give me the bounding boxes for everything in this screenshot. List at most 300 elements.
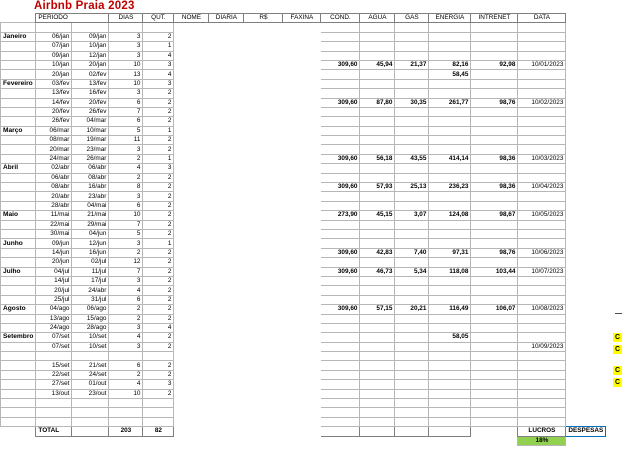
gas-cell[interactable] [395,89,429,98]
internet-cell[interactable]: 92,98 [471,60,518,69]
gas-cell[interactable]: 3,07 [395,211,429,220]
totals-guests[interactable]: 82 [143,427,174,436]
cond-cell[interactable]: 309,60 [321,60,360,69]
rs-cell[interactable] [244,79,283,88]
totals-blank[interactable] [244,427,283,436]
agua-cell[interactable] [360,399,395,408]
internet-cell[interactable] [471,389,518,398]
name-cell[interactable] [174,107,209,116]
cond-cell[interactable] [321,107,360,116]
name-cell[interactable] [174,295,209,304]
gas-cell[interactable] [395,342,429,351]
data-cell[interactable]: 10/05/2023 [518,211,566,220]
data-cell[interactable] [518,380,566,389]
gas-cell[interactable] [395,408,429,417]
period-start-cell[interactable] [36,417,72,426]
energia-cell[interactable] [429,42,471,51]
guests-cell[interactable]: 2 [143,32,174,41]
daily-rate-cell[interactable] [209,117,244,126]
agua-cell[interactable] [360,258,395,267]
agua-cell[interactable]: 87,80 [360,98,395,107]
period-start-cell[interactable]: 08/mar [36,136,72,145]
name-cell[interactable] [174,117,209,126]
guests-cell[interactable]: 3 [143,164,174,173]
data-cell[interactable] [518,239,566,248]
energia-cell[interactable]: 261,77 [429,98,471,107]
period-end-cell[interactable]: 02/jul [72,258,109,267]
data-cell[interactable] [518,314,566,323]
rs-cell[interactable] [244,295,283,304]
cond-cell[interactable]: 309,60 [321,154,360,163]
name-cell[interactable] [174,361,209,370]
internet-cell[interactable] [471,42,518,51]
rs-cell[interactable] [244,164,283,173]
period-end-cell[interactable]: 08/abr [72,173,109,182]
header-periodo[interactable]: PERIODO [36,14,109,23]
agua-cell[interactable]: 57,15 [360,305,395,314]
period-start-cell[interactable] [36,408,72,417]
daily-rate-cell[interactable] [209,220,244,229]
totals-expense-empty[interactable] [321,427,360,436]
internet-cell[interactable] [471,107,518,116]
name-cell[interactable] [174,220,209,229]
guests-cell[interactable]: 3 [143,79,174,88]
daily-rate-cell[interactable] [209,333,244,342]
cleaning-cell[interactable] [283,51,321,60]
internet-cell[interactable] [471,286,518,295]
rs-cell[interactable] [244,314,283,323]
name-cell[interactable] [174,380,209,389]
period-start-cell[interactable]: 14/fev [36,98,72,107]
guests-cell[interactable]: 2 [143,89,174,98]
internet-cell[interactable]: 98,76 [471,248,518,257]
data-cell[interactable] [518,201,566,210]
cleaning-cell[interactable] [283,89,321,98]
period-end-cell[interactable]: 19/mar [72,136,109,145]
rs-cell[interactable] [244,389,283,398]
cond-cell[interactable] [321,342,360,351]
period-end-cell[interactable]: 26/mar [72,154,109,163]
rs-cell[interactable] [244,32,283,41]
cond-cell[interactable] [321,136,360,145]
guests-cell[interactable]: 2 [143,220,174,229]
period-end-cell[interactable]: 20/jan [72,60,109,69]
period-end-cell[interactable]: 02/fev [72,70,109,79]
days-cell[interactable]: 10 [109,389,143,398]
daily-rate-cell[interactable] [209,79,244,88]
rs-cell[interactable] [244,98,283,107]
rs-cell[interactable] [244,399,283,408]
period-start-cell[interactable]: 28/abr [36,201,72,210]
rs-cell[interactable] [244,248,283,257]
cleaning-cell[interactable] [283,211,321,220]
energia-cell[interactable] [429,408,471,417]
days-cell[interactable]: 3 [109,145,143,154]
agua-cell[interactable] [360,352,395,361]
data-cell[interactable] [518,399,566,408]
name-cell[interactable] [174,333,209,342]
name-cell[interactable] [174,60,209,69]
gas-cell[interactable] [395,220,429,229]
name-cell[interactable] [174,70,209,79]
gas-cell[interactable] [395,70,429,79]
name-cell[interactable] [174,258,209,267]
daily-rate-cell[interactable] [209,51,244,60]
agua-cell[interactable] [360,417,395,426]
header-diaria[interactable]: DIARIA [209,14,244,23]
cond-cell[interactable] [321,295,360,304]
name-cell[interactable] [174,192,209,201]
despesas-percent[interactable]: 18% [518,436,566,445]
badge-c[interactable]: C [614,334,621,341]
gas-cell[interactable] [395,399,429,408]
daily-rate-cell[interactable] [209,370,244,379]
period-start-cell[interactable]: 04/ago [36,305,72,314]
name-cell[interactable] [174,145,209,154]
guests-cell[interactable]: 1 [143,126,174,135]
gas-cell[interactable] [395,352,429,361]
name-cell[interactable] [174,154,209,163]
data-cell[interactable] [518,389,566,398]
energia-cell[interactable] [429,314,471,323]
energia-cell[interactable]: 124,08 [429,211,471,220]
agua-cell[interactable] [360,32,395,41]
data-cell[interactable]: 10/04/2023 [518,183,566,192]
name-cell[interactable] [174,389,209,398]
guests-cell[interactable]: 2 [143,295,174,304]
guests-cell[interactable]: 2 [143,183,174,192]
cond-cell[interactable] [321,380,360,389]
daily-rate-cell[interactable] [209,267,244,276]
period-end-cell[interactable]: 04/mai [72,201,109,210]
agua-cell[interactable] [360,239,395,248]
rs-cell[interactable] [244,352,283,361]
days-cell[interactable]: 10 [109,211,143,220]
cleaning-cell[interactable] [283,342,321,351]
name-cell[interactable] [174,305,209,314]
daily-rate-cell[interactable] [209,183,244,192]
days-cell[interactable] [109,399,143,408]
totals-blank[interactable] [174,427,209,436]
totals-empty[interactable] [72,427,109,436]
energia-cell[interactable] [429,389,471,398]
cleaning-cell[interactable] [283,408,321,417]
gas-cell[interactable] [395,286,429,295]
days-cell[interactable]: 10 [109,79,143,88]
agua-cell[interactable] [360,89,395,98]
days-cell[interactable]: 3 [109,42,143,51]
internet-cell[interactable]: 98,36 [471,183,518,192]
totals-label[interactable]: TOTAL [36,427,72,436]
energia-cell[interactable]: 82,16 [429,60,471,69]
daily-rate-cell[interactable] [209,352,244,361]
cleaning-cell[interactable] [283,399,321,408]
gas-cell[interactable]: 5,34 [395,267,429,276]
period-end-cell[interactable]: 23/abr [72,192,109,201]
period-start-cell[interactable]: 22/set [36,370,72,379]
agua-cell[interactable] [360,380,395,389]
agua-cell[interactable] [360,342,395,351]
internet-cell[interactable] [471,173,518,182]
period-end-cell[interactable]: 31/jul [72,295,109,304]
guests-cell[interactable]: 4 [143,51,174,60]
agua-cell[interactable]: 45,94 [360,60,395,69]
period-start-cell[interactable]: 14/jun [36,248,72,257]
cond-cell[interactable] [321,23,360,32]
period-start-cell[interactable]: 20/jun [36,258,72,267]
guests-cell[interactable]: 2 [143,276,174,285]
days-cell[interactable]: 5 [109,229,143,238]
gas-cell[interactable] [395,136,429,145]
guests-cell[interactable]: 3 [143,380,174,389]
daily-rate-cell[interactable] [209,145,244,154]
cond-cell[interactable] [321,32,360,41]
cleaning-cell[interactable] [283,107,321,116]
period-end-cell[interactable]: 16/abr [72,183,109,192]
energia-cell[interactable] [429,342,471,351]
internet-cell[interactable] [471,136,518,145]
rs-cell[interactable] [244,342,283,351]
cond-cell[interactable]: 309,60 [321,98,360,107]
daily-rate-cell[interactable] [209,258,244,267]
data-cell[interactable] [518,286,566,295]
rs-cell[interactable] [244,107,283,116]
daily-rate-cell[interactable] [209,201,244,210]
energia-cell[interactable] [429,258,471,267]
guests-cell[interactable] [143,417,174,426]
daily-rate-cell[interactable] [209,389,244,398]
cleaning-cell[interactable] [283,79,321,88]
days-cell[interactable]: 2 [109,314,143,323]
cond-cell[interactable] [321,173,360,182]
days-cell[interactable]: 7 [109,107,143,116]
guests-cell[interactable]: 2 [143,192,174,201]
totals-blank[interactable] [283,427,321,436]
daily-rate-cell[interactable] [209,361,244,370]
gas-cell[interactable] [395,164,429,173]
period-end-cell[interactable] [72,417,109,426]
energia-cell[interactable]: 97,31 [429,248,471,257]
gas-cell[interactable] [395,51,429,60]
period-start-cell[interactable]: 20/abr [36,192,72,201]
cond-cell[interactable] [321,352,360,361]
period-start-cell[interactable]: 04/jul [36,267,72,276]
guests-cell[interactable]: 2 [143,229,174,238]
rs-cell[interactable] [244,333,283,342]
cleaning-cell[interactable] [283,276,321,285]
days-cell[interactable]: 5 [109,126,143,135]
data-cell[interactable] [518,173,566,182]
rs-cell[interactable] [244,229,283,238]
cond-cell[interactable] [321,399,360,408]
name-cell[interactable] [174,239,209,248]
cleaning-cell[interactable] [283,229,321,238]
cleaning-cell[interactable] [283,323,321,332]
cond-cell[interactable] [321,201,360,210]
data-cell[interactable] [518,276,566,285]
gas-cell[interactable] [395,295,429,304]
cond-cell[interactable] [321,417,360,426]
cleaning-cell[interactable] [283,220,321,229]
rs-cell[interactable] [244,258,283,267]
days-cell[interactable]: 4 [109,333,143,342]
period-end-cell[interactable] [72,408,109,417]
energia-cell[interactable] [429,399,471,408]
agua-cell[interactable] [360,107,395,116]
rs-cell[interactable] [244,136,283,145]
days-cell[interactable]: 2 [109,305,143,314]
internet-cell[interactable] [471,32,518,41]
gas-cell[interactable] [395,258,429,267]
daily-rate-cell[interactable] [209,239,244,248]
guests-cell[interactable]: 2 [143,267,174,276]
daily-rate-cell[interactable] [209,229,244,238]
gas-cell[interactable] [395,229,429,238]
internet-cell[interactable] [471,239,518,248]
internet-cell[interactable] [471,201,518,210]
lucros-label[interactable]: LUCROS [518,427,566,436]
cleaning-cell[interactable] [283,117,321,126]
agua-cell[interactable] [360,229,395,238]
guests-cell[interactable]: 2 [143,305,174,314]
period-end-cell[interactable]: 13/fev [72,79,109,88]
daily-rate-cell[interactable] [209,276,244,285]
daily-rate-cell[interactable] [209,408,244,417]
internet-cell[interactable]: 98,76 [471,98,518,107]
rs-cell[interactable] [244,305,283,314]
name-cell[interactable] [174,352,209,361]
period-end-cell[interactable]: 12/jun [72,239,109,248]
rs-cell[interactable] [244,117,283,126]
gas-cell[interactable] [395,126,429,135]
guests-cell[interactable]: 2 [143,258,174,267]
despesas-label[interactable]: DESPESAS [566,427,606,436]
gas-cell[interactable] [395,389,429,398]
agua-cell[interactable] [360,136,395,145]
agua-cell[interactable] [360,333,395,342]
days-cell[interactable]: 3 [109,239,143,248]
cond-cell[interactable] [321,370,360,379]
energia-cell[interactable] [429,107,471,116]
gas-cell[interactable] [395,79,429,88]
header-qut[interactable]: QUT. [143,14,174,23]
agua-cell[interactable] [360,389,395,398]
cleaning-cell[interactable] [283,239,321,248]
internet-cell[interactable] [471,79,518,88]
header-cond[interactable]: COND. [321,14,360,23]
agua-cell[interactable]: 45,15 [360,211,395,220]
daily-rate-cell[interactable] [209,89,244,98]
period-start-cell[interactable]: 07/jan [36,42,72,51]
rs-cell[interactable] [244,154,283,163]
name-cell[interactable] [174,211,209,220]
period-start-cell[interactable]: 30/mai [36,229,72,238]
cleaning-cell[interactable] [283,183,321,192]
rs-cell[interactable] [244,51,283,60]
name-cell[interactable] [174,370,209,379]
period-start-cell[interactable]: 11/mai [36,211,72,220]
period-start-cell[interactable]: 13/ago [36,314,72,323]
energia-cell[interactable] [429,126,471,135]
gas-cell[interactable] [395,173,429,182]
cleaning-cell[interactable] [283,305,321,314]
energia-cell[interactable] [429,51,471,60]
days-cell[interactable]: 8 [109,183,143,192]
internet-cell[interactable] [471,117,518,126]
cond-cell[interactable] [321,361,360,370]
guests-cell[interactable]: 2 [143,248,174,257]
cond-cell[interactable]: 309,60 [321,267,360,276]
agua-cell[interactable] [360,173,395,182]
daily-rate-cell[interactable] [209,136,244,145]
energia-cell[interactable] [429,23,471,32]
days-cell[interactable]: 3 [109,32,143,41]
guests-cell[interactable]: 4 [143,70,174,79]
guests-cell[interactable]: 2 [143,117,174,126]
gas-cell[interactable] [395,417,429,426]
cond-cell[interactable]: 309,60 [321,248,360,257]
rs-cell[interactable] [244,276,283,285]
name-cell[interactable] [174,183,209,192]
energia-cell[interactable] [429,417,471,426]
agua-cell[interactable] [360,51,395,60]
data-cell[interactable] [518,220,566,229]
data-cell[interactable]: 10/07/2023 [518,267,566,276]
daily-rate-cell[interactable] [209,323,244,332]
cleaning-cell[interactable] [283,258,321,267]
badge-c[interactable]: C [614,346,621,353]
energia-cell[interactable] [429,286,471,295]
internet-cell[interactable] [471,276,518,285]
days-cell[interactable]: 3 [109,51,143,60]
agua-cell[interactable] [360,201,395,210]
daily-rate-cell[interactable] [209,417,244,426]
internet-cell[interactable] [471,399,518,408]
data-cell[interactable] [518,164,566,173]
cleaning-cell[interactable] [283,370,321,379]
badge-c[interactable]: C [614,379,621,386]
days-cell[interactable]: 10 [109,60,143,69]
internet-cell[interactable] [471,229,518,238]
gas-cell[interactable] [395,323,429,332]
cond-cell[interactable] [321,276,360,285]
period-end-cell[interactable] [72,352,109,361]
guests-cell[interactable]: 2 [143,389,174,398]
cond-cell[interactable] [321,117,360,126]
days-cell[interactable]: 2 [109,370,143,379]
period-end-cell[interactable]: 11/jul [72,267,109,276]
guests-cell[interactable]: 3 [143,60,174,69]
rs-cell[interactable] [244,370,283,379]
totals-days[interactable]: 203 [109,427,143,436]
period-start-cell[interactable]: 26/fev [36,117,72,126]
period-start-cell[interactable]: 22/mai [36,220,72,229]
daily-rate-cell[interactable] [209,98,244,107]
guests-cell[interactable]: 2 [143,173,174,182]
name-cell[interactable] [174,323,209,332]
name-cell[interactable] [174,314,209,323]
gas-cell[interactable] [395,201,429,210]
period-end-cell[interactable]: 10/mar [72,126,109,135]
gas-cell[interactable]: 25,13 [395,183,429,192]
agua-cell[interactable] [360,117,395,126]
guests-cell[interactable]: 2 [143,333,174,342]
gas-cell[interactable] [395,145,429,154]
agua-cell[interactable] [360,126,395,135]
guests-cell[interactable]: 1 [143,42,174,51]
days-cell[interactable]: 3 [109,342,143,351]
agua-cell[interactable]: 57,93 [360,183,395,192]
